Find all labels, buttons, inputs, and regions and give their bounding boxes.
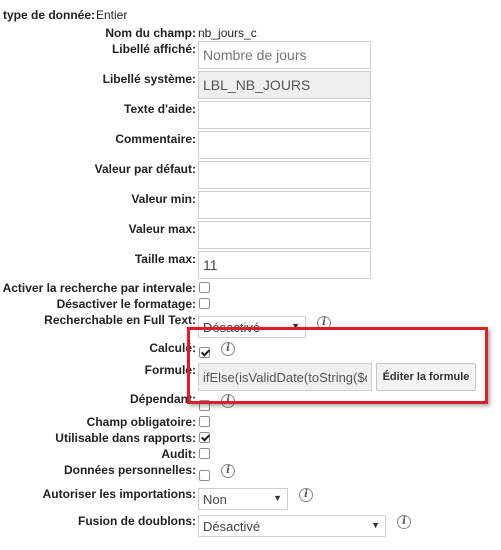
chevron-down-icon: ▼ [291,321,300,331]
duplicate-merge-label: Fusion de doublons: [78,514,196,528]
field-name-label: Nom du champ: [105,26,196,40]
info-icon[interactable]: i [299,488,313,502]
default-value-label: Valeur par défaut: [94,162,196,176]
full-text-select-value: Désactivé [203,320,261,335]
help-text-label: Texte d'aide: [124,102,196,116]
disable-format-checkbox[interactable] [199,298,210,309]
chevron-down-icon: ▼ [273,493,282,503]
system-label-label: Libellé système: [102,72,196,86]
info-icon[interactable]: i [221,342,235,356]
highlight-box [187,327,488,404]
required-checkbox[interactable] [199,416,210,427]
range-search-label: Activer la recherche par intervale: [2,281,196,295]
help-text-input[interactable] [198,101,371,129]
info-icon[interactable]: i [221,394,235,408]
info-icon[interactable]: i [221,464,235,478]
system-label-input [198,71,371,99]
required-label: Champ obligatoire: [86,415,196,429]
dependent-label: Dépendant: [130,392,196,406]
info-icon[interactable]: i [397,515,411,529]
chevron-down-icon: ▼ [371,520,380,530]
calculated-label: Calculé: [149,341,196,355]
edit-formula-button[interactable]: Éditer la formule [376,363,476,391]
comment-input[interactable] [198,131,371,159]
display-label-label: Libellé affiché: [111,42,196,56]
min-value-label: Valeur min: [131,192,196,206]
default-value-input[interactable] [198,161,371,189]
max-value-label: Valeur max: [128,222,196,236]
importable-label: Autoriser les importations: [42,487,196,501]
data-type-label: type de donnée: [3,8,96,22]
comment-label: Commentaire: [115,132,196,146]
max-size-label: Taille max: [134,252,196,266]
personal-data-label: Données personnelles: [63,463,196,477]
display-label-input[interactable] [198,41,371,69]
disable-format-label: Désactiver le formatage: [56,297,196,311]
data-type-value: Entier [96,8,128,22]
duplicate-merge-select[interactable] [198,515,386,537]
personal-data-checkbox[interactable] [199,470,210,481]
max-size-input[interactable] [198,251,371,279]
audit-checkbox[interactable] [199,448,210,459]
field-name-value: nb_jours_c [198,26,257,40]
min-value-input[interactable] [198,191,371,219]
full-text-label: Recherchable en Full Text: [44,313,196,327]
importable-select[interactable] [198,488,288,510]
range-search-checkbox[interactable] [199,282,210,293]
reportable-checkbox[interactable] [199,432,210,443]
max-value-input[interactable] [198,221,371,249]
audit-label: Audit: [161,447,196,461]
formula-label: Formule: [144,363,196,377]
duplicate-merge-select-value: Désactivé [203,519,261,534]
info-icon[interactable]: i [317,316,331,330]
importable-select-value: Non [203,492,227,507]
reportable-label: Utilisable dans rapports: [55,431,196,445]
